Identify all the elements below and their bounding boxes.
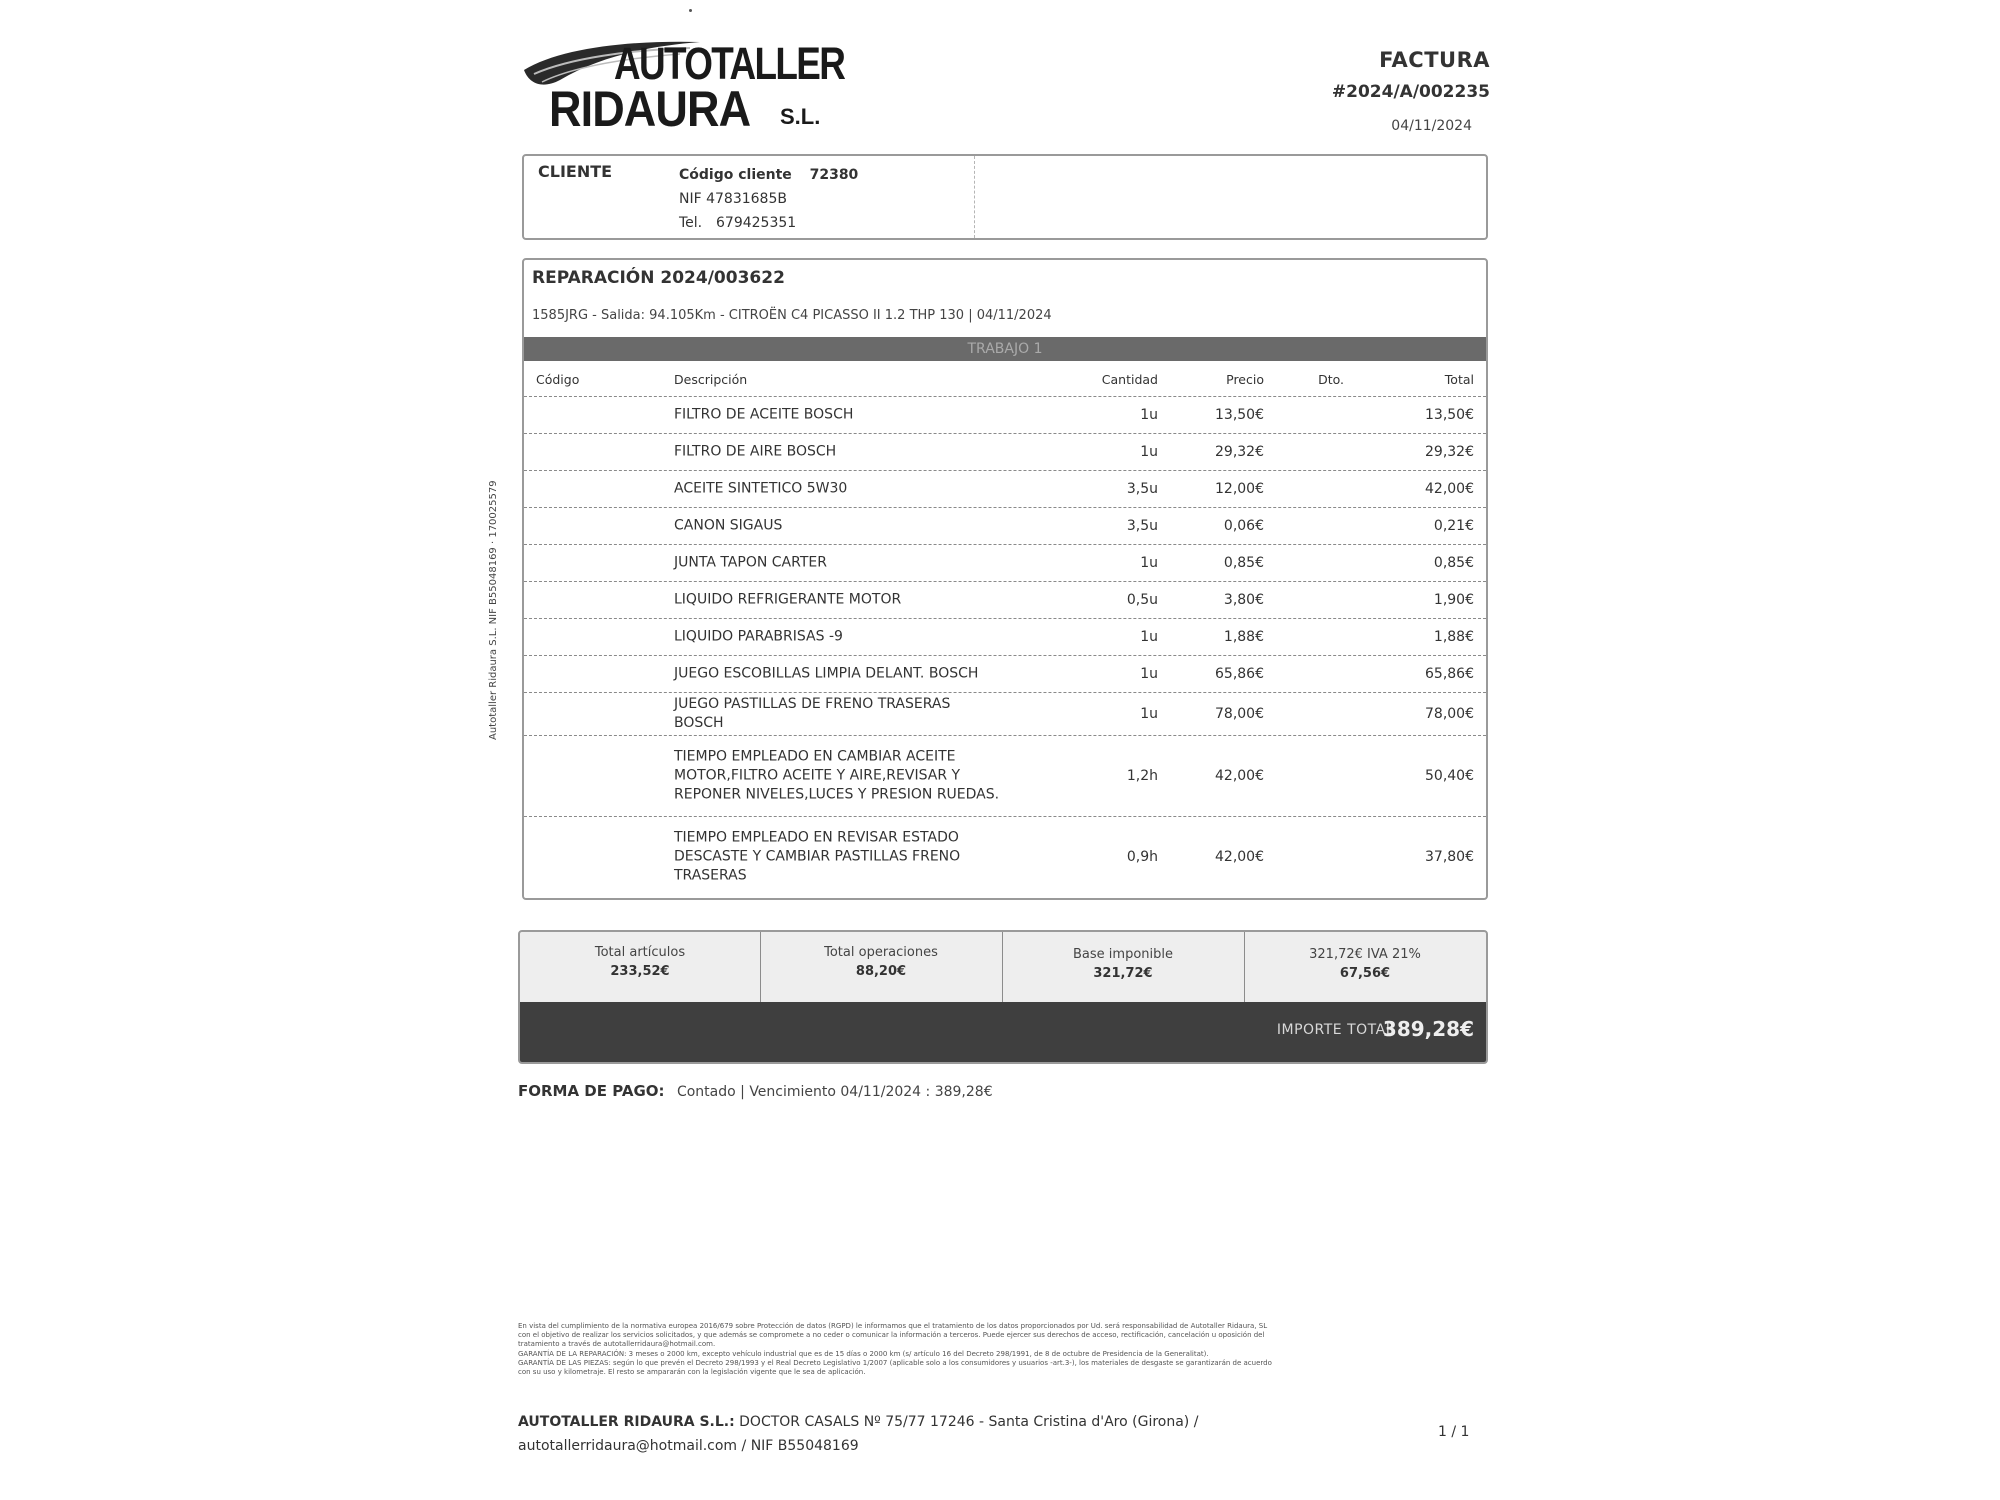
client-divider <box>974 156 975 238</box>
row-description: FILTRO DE ACEITE BOSCH <box>674 406 854 423</box>
grand-total-bar <box>520 1002 1486 1062</box>
table-row <box>524 544 1486 581</box>
row-description: FILTRO DE AIRE BOSCH <box>674 443 837 460</box>
row-quantity: 3,5u <box>1126 518 1158 534</box>
row-quantity: 1,2h <box>1126 768 1158 784</box>
row-total: 37,80€ <box>1425 849 1474 865</box>
footer <box>518 1410 1198 1458</box>
client-tel-label: Tel. <box>679 215 703 231</box>
payment-line <box>518 1082 993 1100</box>
row-price: 42,00€ <box>1215 768 1264 784</box>
page-number: 1 / 1 <box>1438 1424 1470 1440</box>
row-price: 3,80€ <box>1223 592 1264 608</box>
col-discount: Dto. <box>1318 372 1344 387</box>
total-articles-label: Total artículos <box>594 945 686 960</box>
table-row <box>524 581 1486 618</box>
row-price: 12,00€ <box>1215 481 1264 497</box>
iva-value: 67,56€ <box>1339 966 1391 981</box>
row-quantity: 1u <box>1140 629 1158 645</box>
row-total: 0,85€ <box>1433 555 1474 571</box>
row-description: CANON SIGAUS <box>674 517 783 534</box>
total-operations-value: 88,20€ <box>855 964 907 979</box>
row-price: 0,06€ <box>1223 518 1264 534</box>
legal-line: GARANTÍA DE LA REPARACIÓN: 3 meses o 2000 km, excepto vehículo industrial que es de 15 días o 2000 km (s/ artículo 16 del Decreto 298/1991, de 8 de octubre de Presidencia de la Generalitat). <box>518 1349 1209 1358</box>
client-code-label: Código cliente <box>679 167 792 183</box>
row-price: 1,88€ <box>1223 629 1264 645</box>
legal-notice <box>518 1322 1484 1377</box>
col-price: Precio <box>1226 372 1264 387</box>
table-row <box>524 692 1486 735</box>
row-description: JUNTA TAPON CARTER <box>674 554 827 571</box>
line-items <box>524 396 1486 897</box>
col-quantity: Cantidad <box>1101 372 1158 387</box>
invoice-date: 04/11/2024 <box>1391 118 1472 134</box>
table-row <box>524 470 1486 507</box>
row-price: 0,85€ <box>1223 555 1264 571</box>
col-code: Código <box>536 372 580 387</box>
row-description: JUEGO ESCOBILLAS LIMPIA DELANT. BOSCH <box>674 665 979 682</box>
row-total: 65,86€ <box>1425 666 1474 682</box>
row-description: JUEGO PASTILLAS DE FRENO TRASERAS BOSCH <box>674 696 951 731</box>
row-total: 42,00€ <box>1425 481 1474 497</box>
company-logo <box>520 30 845 140</box>
table-row <box>524 433 1486 470</box>
footer-company: AUTOTALLER RIDAURA S.L.: <box>518 1414 735 1430</box>
row-price: 65,86€ <box>1215 666 1264 682</box>
iva-label: 321,72€ IVA 21% <box>1309 947 1421 962</box>
legal-line: con su uso y kilometraje. El resto se ampararán con la legislación vigente que le sea de aplicación. <box>518 1368 866 1377</box>
table-row <box>524 816 1486 897</box>
payment-label: FORMA DE PAGO: <box>518 1082 665 1100</box>
total-articles-value: 233,52€ <box>610 964 670 979</box>
row-total: 50,40€ <box>1425 768 1474 784</box>
row-total: 0,21€ <box>1433 518 1474 534</box>
col-total: Total <box>1444 372 1474 387</box>
row-description: LIQUIDO PARABRISAS -9 <box>674 628 843 645</box>
client-label: CLIENTE <box>538 162 613 181</box>
logo-line1: AUTOTALLER <box>614 38 845 89</box>
row-quantity: 1u <box>1140 555 1158 571</box>
row-description: TIEMPO EMPLEADO EN REVISAR ESTADO DESCASTE Y CAMBIAR PASTILLAS FRENO TRASERAS <box>674 829 961 884</box>
grand-total-label: IMPORTE TOTAL <box>1276 1022 1394 1038</box>
scan-speck <box>689 9 692 12</box>
row-description: TIEMPO EMPLEADO EN CAMBIAR ACEITE MOTOR,FILTRO ACEITE Y AIRE,REVISAR Y REPONER NIVELES,LUCES Y PRESION RUEDAS. <box>674 748 1000 803</box>
work-band: TRABAJO 1 <box>524 337 1486 361</box>
row-quantity: 1u <box>1140 666 1158 682</box>
total-operations-label: Total operaciones <box>824 945 938 960</box>
row-price: 13,50€ <box>1215 407 1264 423</box>
client-box <box>522 154 1488 240</box>
row-total: 1,88€ <box>1433 629 1474 645</box>
row-quantity: 1u <box>1140 444 1158 460</box>
row-total: 78,00€ <box>1425 706 1474 722</box>
row-description: LIQUIDO REFRIGERANTE MOTOR <box>674 591 902 608</box>
row-price: 29,32€ <box>1215 444 1264 460</box>
repair-title: REPARACIÓN 2024/003622 <box>532 268 785 288</box>
col-description: Descripción <box>674 372 748 387</box>
client-code: 72380 <box>809 167 859 183</box>
totals-box <box>518 930 1488 1064</box>
repair-subtitle: 1585JRG - Salida: 94.105Km - CITROËN C4 PICASSO II 1.2 THP 130 | 04/11/2024 <box>532 308 1052 323</box>
invoice-title: FACTURA <box>1379 48 1490 72</box>
row-quantity: 1u <box>1140 407 1158 423</box>
row-total: 29,32€ <box>1425 444 1474 460</box>
row-total: 1,90€ <box>1433 592 1474 608</box>
client-tel: 679425351 <box>716 215 797 231</box>
grand-total-value: 389,28€ <box>1382 1017 1474 1041</box>
row-price: 42,00€ <box>1215 849 1264 865</box>
table-row <box>524 735 1486 816</box>
footer-contact: autotallerridaura@hotmail.com / NIF B55048169 <box>518 1438 859 1454</box>
footer-address: DOCTOR CASALS Nº 75/77 17246 - Santa Cristina d'Aro (Girona) / <box>739 1414 1199 1430</box>
taxable-base-label: Base imponible <box>1073 947 1173 962</box>
repair-box <box>522 258 1488 900</box>
row-quantity: 1u <box>1140 706 1158 722</box>
client-info <box>679 163 858 235</box>
legal-line: GARANTÍA DE LAS PIEZAS: según lo que prevén el Decreto 298/1993 y el Real Decreto Legislativo 1/2007 (aplicable solo a los consumidores y usuarios -art.3-), los materiales de desgaste se garantizarán de acuerdo <box>518 1358 1272 1367</box>
legal-line: con el objetivo de realizar los servicios solicitados, y que además se compromete a no ceder o comunicar la información a terceros. Puede ejercer sus derechos de acceso, rectificación, cancelación u oposición del <box>518 1331 1265 1340</box>
logo-line2: RIDAURA <box>549 81 751 137</box>
row-quantity: 0,9h <box>1126 849 1158 865</box>
row-price: 78,00€ <box>1215 706 1264 722</box>
table-row <box>524 507 1486 544</box>
table-row <box>524 396 1486 433</box>
logo-suffix: S.L. <box>780 104 821 129</box>
row-quantity: 3,5u <box>1126 481 1158 497</box>
table-row <box>524 618 1486 655</box>
payment-text: Contado | Vencimiento 04/11/2024 : 389,28€ <box>676 1084 993 1100</box>
row-quantity: 0,5u <box>1126 592 1158 608</box>
taxable-base-value: 321,72€ <box>1093 966 1153 981</box>
invoice-header <box>1332 48 1490 134</box>
row-description: ACEITE SINTETICO 5W30 <box>674 480 848 497</box>
table-row <box>524 655 1486 692</box>
legal-line: tratamiento a través de autotallerridaura@hotmail.com. <box>518 1340 716 1349</box>
legal-line: En vista del cumplimiento de la normativa europea 2016/679 sobre Protección de datos (RGPD) le informamos que el tratamiento de los datos proporcionados por Ud. será responsabilidad de Autotaller Ridaura, SL <box>518 1322 1268 1330</box>
side-registration-text: Autotaller Ridaura S.L. NIF B55048169 · 170025579 <box>488 480 499 740</box>
row-total: 13,50€ <box>1425 407 1474 423</box>
invoice-number: #2024/A/002235 <box>1331 82 1490 102</box>
client-nif: NIF 47831685B <box>679 191 787 207</box>
